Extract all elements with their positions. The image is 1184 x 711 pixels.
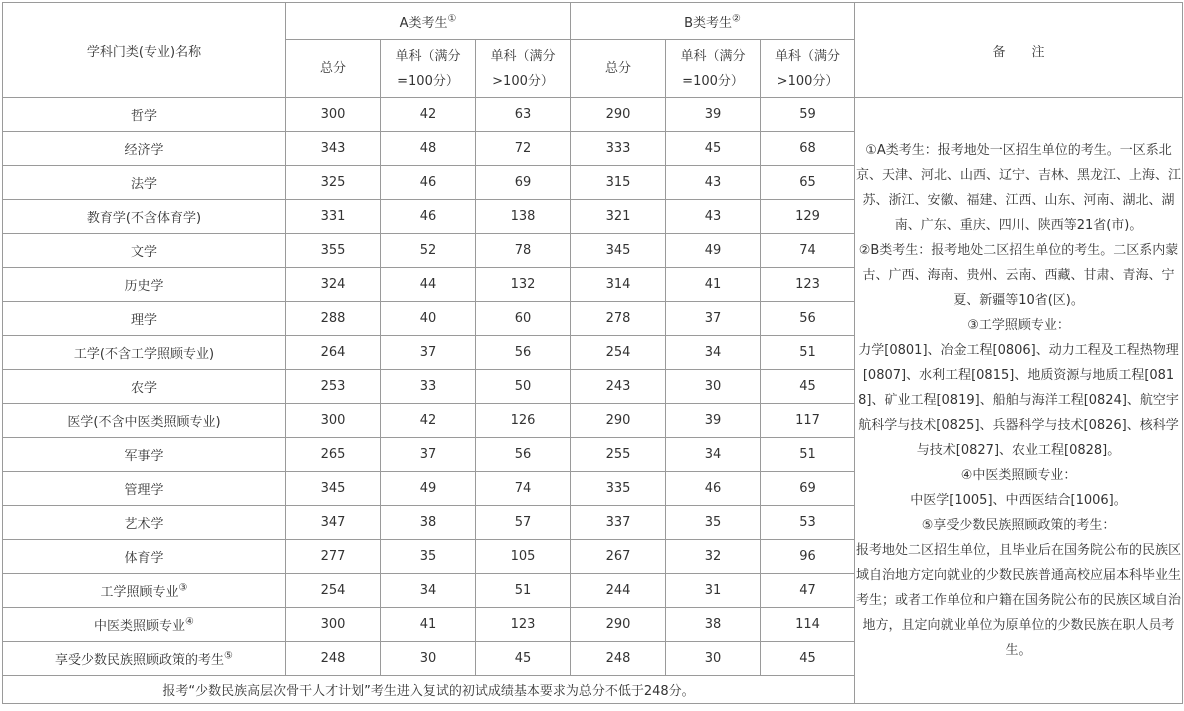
subject-name-cell (3, 574, 286, 608)
score-cell-b-total: 254 (571, 336, 666, 370)
score-cell-a-total: 248 (286, 642, 381, 676)
score-cell-b-s100: 39 (666, 404, 761, 438)
a-total-header (286, 40, 381, 98)
score-cell-a-total: 343 (286, 132, 381, 166)
subject-name: 教育学(不含体育学) (86, 211, 202, 226)
remarks-header (855, 3, 1183, 98)
score-cell-a-sover: 56 (476, 336, 571, 370)
subject-name-cell (3, 370, 286, 404)
footnote-mark: ③ (178, 582, 188, 594)
note-paragraph: ②B类考生：报考地处二区招生单位的考生。二区系内蒙古、广西、海南、贵州、云南、西藏、甘肃、青海、宁夏、新疆等10省(区)。 (858, 243, 1179, 308)
b-singleover-l1: 单科（满分 (775, 48, 841, 64)
b-single100-l2: =100分） (682, 73, 744, 89)
score-cell-a-s100: 33 (381, 370, 476, 404)
score-cell-a-s100: 42 (381, 98, 476, 132)
score-cell-b-sover: 69 (761, 472, 855, 506)
score-cell-a-sover: 50 (476, 370, 571, 404)
a-singleover-l1: 单科（满分 (490, 48, 556, 64)
score-cell-a-total: 277 (286, 540, 381, 574)
score-cell-b-total: 290 (571, 98, 666, 132)
score-cell-a-s100: 38 (381, 506, 476, 540)
subject-name-cell (3, 98, 286, 132)
remarks-notes (855, 98, 1183, 704)
score-cell-a-s100: 40 (381, 302, 476, 336)
score-table (2, 2, 1183, 704)
remarks-header-label: 备 注 (992, 44, 1045, 60)
score-cell-b-total: 248 (571, 642, 666, 676)
subject-name-cell (3, 404, 286, 438)
score-cell-b-s100: 43 (666, 166, 761, 200)
subject-name: 农学 (130, 381, 157, 396)
score-cell-a-total: 254 (286, 574, 381, 608)
score-cell-a-sover: 123 (476, 608, 571, 642)
score-cell-b-total: 244 (571, 574, 666, 608)
score-cell-b-total: 333 (571, 132, 666, 166)
score-cell-b-s100: 38 (666, 608, 761, 642)
score-cell-a-total: 355 (286, 234, 381, 268)
score-cell-b-sover: 47 (761, 574, 855, 608)
score-cell-b-total: 337 (571, 506, 666, 540)
score-cell-b-total: 290 (571, 608, 666, 642)
score-cell-a-total: 331 (286, 200, 381, 234)
score-cell-a-sover: 56 (476, 438, 571, 472)
score-cell-b-total: 345 (571, 234, 666, 268)
subject-name-cell (3, 166, 286, 200)
score-cell-a-total: 253 (286, 370, 381, 404)
footer-note: 报考“少数民族高层次骨干人才计划”考生进入复试的初试成绩基本要求为总分不低于248分。 (3, 676, 855, 704)
score-cell-a-s100: 42 (381, 404, 476, 438)
score-cell-b-sover: 74 (761, 234, 855, 268)
subject-name-cell (3, 302, 286, 336)
score-cell-b-total: 315 (571, 166, 666, 200)
score-cell-b-sover: 114 (761, 608, 855, 642)
score-cell-b-s100: 49 (666, 234, 761, 268)
score-cell-b-sover: 123 (761, 268, 855, 302)
score-cell-b-sover: 65 (761, 166, 855, 200)
subject-name: 历史学 (124, 279, 164, 294)
note-paragraph: ①A类考生：报考地处一区招生单位的考生。一区系北京、天津、河北、山西、辽宁、吉林、黑龙江、上海、江苏、浙江、安徽、福建、江西、山东、河南、湖北、湖南、广东、重庆、四川、陕西等21省(市)。 (856, 143, 1182, 233)
subject-header (3, 3, 286, 98)
subject-name-cell (3, 506, 286, 540)
score-cell-a-sover: 69 (476, 166, 571, 200)
score-cell-a-s100: 52 (381, 234, 476, 268)
score-cell-b-s100: 30 (666, 642, 761, 676)
score-cell-a-s100: 34 (381, 574, 476, 608)
score-cell-a-total: 347 (286, 506, 381, 540)
subject-name: 中医类照顾专业 (94, 619, 186, 634)
subject-name-cell (3, 336, 286, 370)
footnote-mark: ⑤ (224, 650, 233, 662)
score-cell-b-sover: 53 (761, 506, 855, 540)
note-paragraph: ③工学照顾专业： (967, 318, 1070, 333)
score-cell-a-sover: 60 (476, 302, 571, 336)
subject-name: 体育学 (124, 551, 164, 566)
score-cell-b-sover: 51 (761, 336, 855, 370)
score-cell-a-s100: 44 (381, 268, 476, 302)
score-cell-a-sover: 138 (476, 200, 571, 234)
subject-name-cell (3, 268, 286, 302)
a-single100-header (381, 40, 476, 98)
score-cell-b-total: 278 (571, 302, 666, 336)
group-b-label: B类考生 (684, 15, 732, 31)
subject-name: 哲学 (130, 109, 157, 124)
note-paragraph: 中医学[1005]、中西医结合[1006]。 (910, 493, 1127, 508)
score-cell-a-total: 300 (286, 608, 381, 642)
a-single100-l1: 单科（满分 (395, 48, 461, 64)
subject-name: 医学(不含中医类照顾专业) (67, 415, 221, 430)
note-paragraph: 报考地处二区招生单位，且毕业后在国务院公布的民族区域自治地方定向就业的少数民族普通高校应届本科毕业生考生；或者工作单位和户籍在国务院公布的民族区域自治地方，且定向就业单位为原单位的少数民族在职人员考生。 (856, 543, 1182, 658)
score-cell-b-total: 243 (571, 370, 666, 404)
subject-name-cell (3, 132, 286, 166)
score-cell-b-s100: 31 (666, 574, 761, 608)
score-cell-b-sover: 45 (761, 370, 855, 404)
score-cell-a-total: 324 (286, 268, 381, 302)
score-cell-a-total: 288 (286, 302, 381, 336)
score-cell-a-s100: 41 (381, 608, 476, 642)
score-cell-b-sover: 59 (761, 98, 855, 132)
score-cell-b-total: 335 (571, 472, 666, 506)
score-cell-a-sover: 63 (476, 98, 571, 132)
score-cell-a-sover: 45 (476, 642, 571, 676)
score-cell-b-s100: 34 (666, 438, 761, 472)
subject-name-cell (3, 438, 286, 472)
score-cell-b-total: 314 (571, 268, 666, 302)
score-cell-b-s100: 34 (666, 336, 761, 370)
subject-name-cell (3, 608, 286, 642)
subject-name: 文学 (130, 245, 157, 260)
score-cell-a-s100: 48 (381, 132, 476, 166)
score-cell-a-total: 300 (286, 98, 381, 132)
score-cell-b-sover: 117 (761, 404, 855, 438)
group-b-header (571, 3, 855, 40)
score-cell-b-sover: 68 (761, 132, 855, 166)
note-paragraph: ⑤享受少数民族照顾政策的考生： (921, 518, 1116, 533)
score-cell-a-sover: 105 (476, 540, 571, 574)
score-cell-b-sover: 45 (761, 642, 855, 676)
b-singleover-l2: >100分） (776, 73, 839, 89)
b-total-header (571, 40, 666, 98)
score-cell-b-s100: 45 (666, 132, 761, 166)
score-cell-b-total: 267 (571, 540, 666, 574)
score-cell-a-sover: 72 (476, 132, 571, 166)
score-cell-a-s100: 49 (381, 472, 476, 506)
score-cell-b-sover: 51 (761, 438, 855, 472)
score-cell-a-sover: 57 (476, 506, 571, 540)
subject-name: 艺术学 (124, 517, 164, 532)
note-paragraph: 力学[0801]、冶金工程[0806]、动力工程及工程热物理[0807]、水利工程[0815]、地质资源与地质工程[0818]、矿业工程[0819]、船舶与海洋工程[0824]、航空宇航科学与技术[0825]、兵器科学与技术[0826]、核科学与技术[0827]、农业工程[0828]。 (858, 343, 1179, 458)
score-cell-a-s100: 35 (381, 540, 476, 574)
score-cell-a-s100: 46 (381, 166, 476, 200)
score-cell-a-total: 264 (286, 336, 381, 370)
a-single100-l2: =100分） (397, 73, 459, 89)
b-total-label: 总分 (605, 61, 632, 76)
group-a-label: A类考生 (399, 15, 448, 31)
score-cell-b-s100: 39 (666, 98, 761, 132)
score-cell-b-total: 321 (571, 200, 666, 234)
subject-header-label: 学科门类(专业)名称 (86, 44, 202, 60)
group-a-header (286, 3, 571, 40)
score-cell-a-total: 300 (286, 404, 381, 438)
score-cell-a-s100: 46 (381, 200, 476, 234)
subject-name: 理学 (130, 313, 157, 328)
score-cell-b-s100: 37 (666, 302, 761, 336)
group-a-mark: ① (447, 13, 457, 25)
score-cell-b-s100: 30 (666, 370, 761, 404)
a-singleover-l2: >100分） (492, 73, 554, 89)
score-cell-b-sover: 56 (761, 302, 855, 336)
subject-name: 工学(不含工学照顾专业) (73, 347, 215, 362)
score-cell-a-sover: 78 (476, 234, 571, 268)
score-cell-a-s100: 30 (381, 642, 476, 676)
subject-name: 经济学 (124, 143, 164, 158)
score-cell-b-total: 255 (571, 438, 666, 472)
subject-name-cell (3, 200, 286, 234)
score-cell-b-sover: 96 (761, 540, 855, 574)
score-cell-a-sover: 74 (476, 472, 571, 506)
score-cell-b-total: 290 (571, 404, 666, 438)
subject-name-cell (3, 642, 286, 676)
a-total-label: 总分 (319, 61, 346, 76)
subject-name: 工学照顾专业 (100, 585, 179, 600)
a-singleover-header (476, 40, 571, 98)
b-single100-header (666, 40, 761, 98)
score-cell-b-sover: 129 (761, 200, 855, 234)
score-cell-a-total: 265 (286, 438, 381, 472)
subject-name: 享受少数民族照顾政策的考生 (55, 653, 225, 668)
subject-name-cell (3, 540, 286, 574)
score-cell-b-s100: 35 (666, 506, 761, 540)
b-singleover-header (761, 40, 855, 98)
subject-name: 法学 (130, 177, 157, 192)
score-cell-b-s100: 32 (666, 540, 761, 574)
subject-name: 军事学 (124, 449, 164, 464)
score-cell-a-total: 325 (286, 166, 381, 200)
score-cell-b-s100: 43 (666, 200, 761, 234)
score-cell-a-total: 345 (286, 472, 381, 506)
score-cell-a-sover: 132 (476, 268, 571, 302)
score-cell-a-s100: 37 (381, 438, 476, 472)
table-row (3, 98, 1183, 132)
score-cell-a-sover: 126 (476, 404, 571, 438)
note-paragraph: ④中医类照顾专业： (960, 468, 1077, 483)
score-cell-b-s100: 41 (666, 268, 761, 302)
score-cell-a-sover: 51 (476, 574, 571, 608)
subject-name-cell (3, 472, 286, 506)
score-cell-a-s100: 37 (381, 336, 476, 370)
group-b-mark: ② (732, 13, 741, 25)
score-cell-b-s100: 46 (666, 472, 761, 506)
b-single100-l1: 单科（满分 (680, 48, 746, 64)
footnote-mark: ④ (185, 616, 194, 628)
subject-name-cell (3, 234, 286, 268)
subject-name: 管理学 (124, 483, 164, 498)
